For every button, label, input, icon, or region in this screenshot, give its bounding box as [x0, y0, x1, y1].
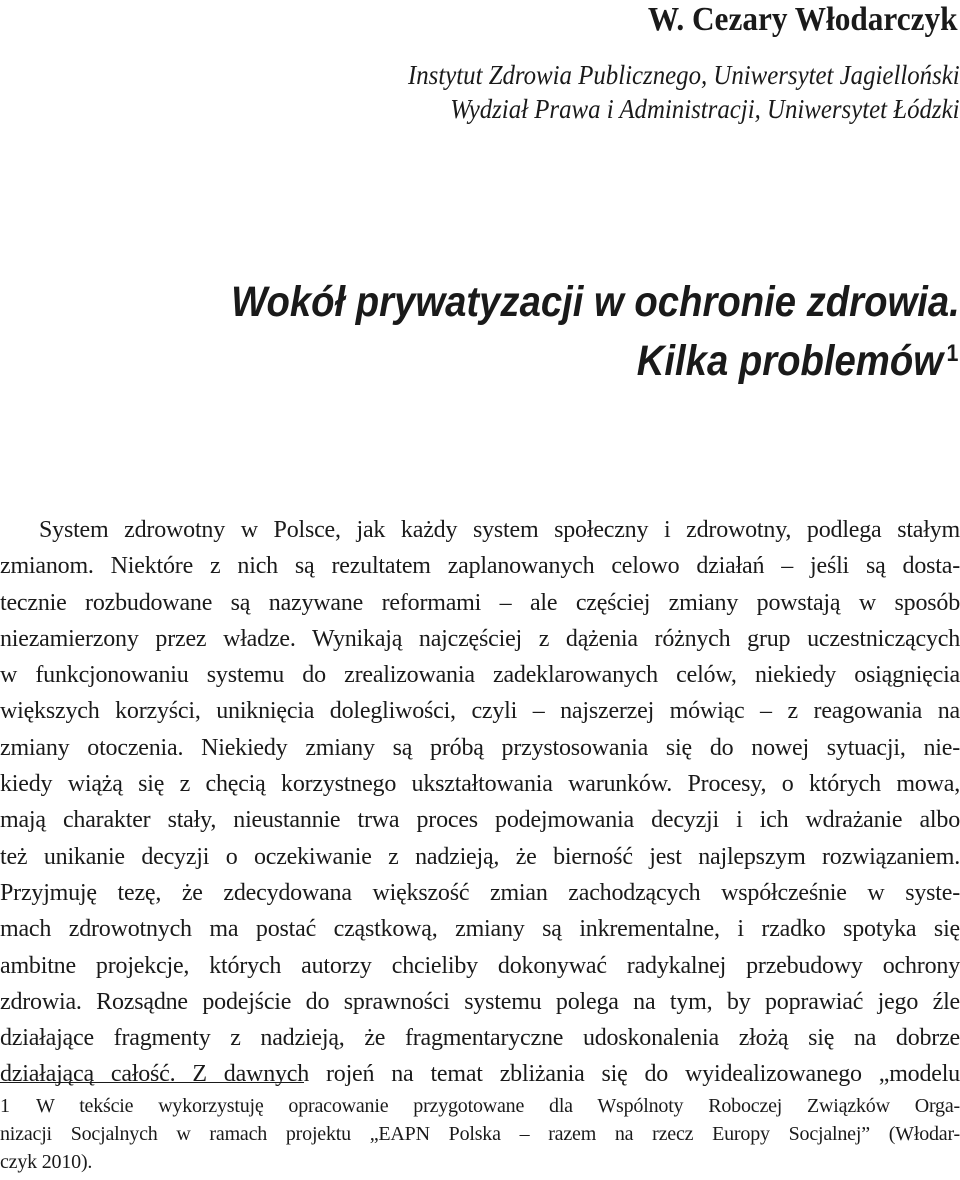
article-title-line-2: [636, 330, 958, 385]
article-title-line-1: Wokół prywatyzacji w ochronie zdrowia.: [231, 278, 960, 326]
article-title-text: Kilka problemów: [636, 337, 943, 385]
body-line: Przyjmuję tezę, że zdecydowana większość zmian zachodzących współcześnie w syste-: [0, 879, 960, 906]
author-name: W. Cezary Włodarczyk: [648, 1, 958, 38]
footnote-line: [0, 1092, 960, 1120]
body-line: mają charakter stały, nieustannie trwa proces podejmowania decyzji i ich wdrażanie albo: [0, 807, 960, 834]
footnote-text: W tekście wykorzystuję opracowanie przygotowane dla Wspólnoty Roboczej Związków Orga-: [36, 1095, 960, 1117]
body-line: mach zdrowotnych ma postać cząstkową, zmiany są inkrementalne, i rzadko spotyka się: [0, 916, 960, 943]
body-line: tecznie rozbudowane są nazywane reformami – ale częściej zmiany powstają w sposób: [0, 589, 960, 616]
body-paragraph: [0, 512, 960, 1093]
body-line: w funkcjonowaniu systemu do zrealizowania zadeklarowanych celów, niekiedy osiągnięcia: [0, 662, 960, 689]
body-line: też unikanie decyzji o oczekiwanie z nadzieją, że bierność jest najlepszym rozwiązaniem.: [0, 843, 960, 870]
body-line: zdrowia. Rozsądne podejście do sprawności systemu polega na tym, by poprawiać jego źle: [0, 988, 960, 1015]
footnote-line: nizacji Socjalnych w ramach projektu „EAPN Polska – razem na rzecz Europy Socjalnej” (Włodar-: [0, 1123, 960, 1145]
body-line: System zdrowotny w Polsce, jak każdy system społeczny i zdrowotny, podlega stałym: [39, 517, 960, 543]
body-line: zmiany otoczenia. Niekiedy zmiany są próbą przystosowania się do nowej sytuacji, nie-: [0, 734, 960, 761]
body-line: działające fragmenty z nadzieją, że fragmentaryczne udoskonalenia złożą się na dobrze: [0, 1025, 960, 1052]
body-line: niezamierzony przez władze. Wynikają najczęściej z dążenia różnych grup uczestniczących: [0, 625, 960, 652]
footnote-number: 1: [0, 1095, 10, 1117]
affiliation-1: Instytut Zdrowia Publicznego, Uniwersytet Jagielloński: [408, 60, 960, 90]
body-line: działającą całość. Z dawnych rojeń na temat zbliżania się do wyidealizowanego „modelu: [0, 1061, 960, 1088]
body-line: zmianom. Niektóre z nich są rezultatem zaplanowanych celowo działań – jeśli są dosta-: [0, 553, 960, 580]
footnote-reference: 1: [946, 340, 958, 367]
body-line: większych korzyści, uniknięcia dolegliwości, czyli – najszerzej mówiąc – z reagowania na: [0, 698, 960, 725]
footnote-line: czyk 2010).: [0, 1151, 93, 1173]
affiliation-2: Wydział Prawa i Administracji, Uniwersytet Łódzki: [450, 94, 960, 124]
footnote: [0, 1092, 960, 1176]
body-line: ambitne projekcje, których autorzy chcieliby dokonywać radykalnej przebudowy ochrony: [0, 952, 960, 979]
body-line: kiedy wiążą się z chęcią korzystnego ukształtowania warunków. Procesy, o których mowa,: [0, 771, 960, 798]
footnote-separator: [0, 1082, 304, 1083]
